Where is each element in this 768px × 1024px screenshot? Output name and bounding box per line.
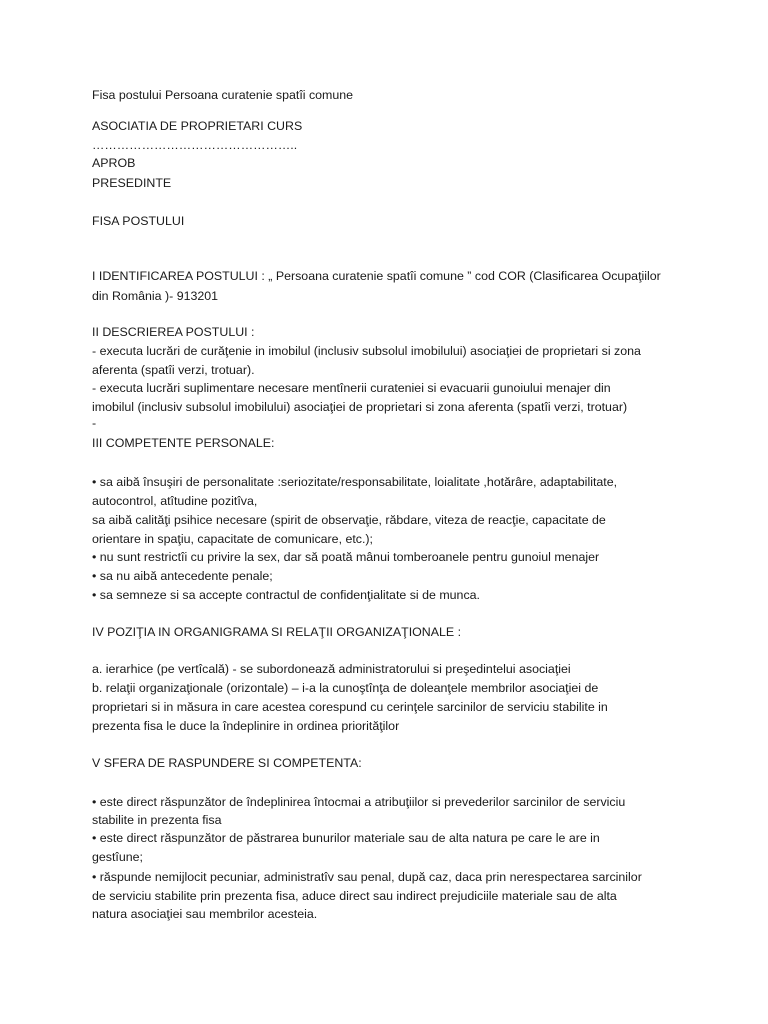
list-item: • este direct răspunzător de îndeplinirea întocmai a atribuţiilor si prevederilor sarcinilor de serviciu — [92, 795, 626, 809]
section-heading: FISA POSTULUI — [92, 214, 185, 228]
association-name: ASOCIATIA DE PROPRIETARI CURS — [92, 119, 303, 133]
list-item: • nu sunt restrictîi cu privire la sex, dar să poată mânui tomberoanele pentru gunoiul menajer — [92, 550, 600, 564]
list-item: • sa semneze si sa accepte contractul de confidenţialitate si de munca. — [92, 588, 480, 602]
list-item: orientare in spaţiu, capacitate de comunicare, etc.); — [92, 532, 374, 546]
list-item: • răspunde nemijlocit pecuniar, administratîv sau penal, după caz, daca prin nerespectarea sarcinilor — [92, 870, 642, 884]
list-item: gestîune; — [92, 850, 143, 864]
paragraph-line: imobilul (inclusiv subsolul imobilului) asociaţiei de proprietari si zona aferenta (spatîi verzi, trotuar) — [92, 400, 628, 414]
section-heading: III COMPETENTE PERSONALE: — [92, 436, 275, 450]
paragraph-line: - executa lucrări suplimentare necesare mentînerii curateniei si evacuarii gunoiului menajer din — [92, 381, 611, 395]
dotted-line: ………………………………………….. — [92, 138, 298, 152]
paragraph-line: din România )- 913201 — [92, 289, 219, 303]
approval-label: APROB — [92, 156, 136, 170]
paragraph-line: - executa lucrări de curăţenie in imobilul (inclusiv subsolul imobilului) asociaţiei de proprietari si zona — [92, 344, 641, 358]
paragraph-line: proprietari si in măsura in care acestea corespund cu cerinţele sarcinilor de serviciu stabilite in — [92, 700, 608, 714]
list-item: • este direct răspunzător de păstrarea bunurilor materiale sau de alta natura pe care le are in — [92, 831, 600, 845]
paragraph-line: prezenta fisa le duce la îndeplinire in ordinea priorităţilor — [92, 719, 400, 733]
paragraph-line: I IDENTIFICAREA POSTULUI : „ Persoana curatenie spatîi comune ” cod COR (Clasificarea Ocupaţiilor — [92, 269, 661, 283]
list-item: autocontrol, atîtudine pozitîva, — [92, 494, 258, 508]
list-item: de serviciu stabilite prin prezenta fisa, aduce direct sau indirect prejudiciile materiale sau de alta — [92, 889, 617, 903]
list-item: sa aibă calităţi psihice necesare (spirit de observaţie, răbdare, viteza de reacţie, capacitate de — [92, 513, 606, 527]
list-item: • sa nu aibă antecedente penale; — [92, 569, 273, 583]
section-heading: V SFERA DE RASPUNDERE SI COMPETENTA: — [92, 756, 362, 770]
paragraph-line: aferenta (spatîi verzi, trotuar). — [92, 363, 255, 377]
list-item: natura asociaţiei sau membrilor acesteia. — [92, 907, 318, 921]
list-item: • sa aibă însuşiri de personalitate :seriozitate/responsabilitate, loialitate ,hotărâre, adaptabilitate, — [92, 475, 618, 489]
section-heading: IV POZIŢIA IN ORGANIGRAMA SI RELAŢII ORGANIZAŢIONALE : — [92, 625, 462, 639]
paragraph-line: a. ierarhice (pe vertîcală) - se subordonează administratorului si preşedintelui asociaţiei — [92, 662, 571, 676]
list-item: stabilite in prezenta fisa — [92, 813, 222, 827]
section-heading: II DESCRIEREA POSTULUI : — [92, 325, 255, 339]
document-title: Fisa postului Persoana curatenie spatîi comune — [92, 88, 354, 102]
paragraph-line: - — [92, 416, 97, 430]
paragraph-line: b. relaţii organizaţionale (orizontale) – i-a la cunoştînţa de doleanţele membrilor asociaţiei de — [92, 681, 599, 695]
president-label: PRESEDINTE — [92, 176, 172, 190]
